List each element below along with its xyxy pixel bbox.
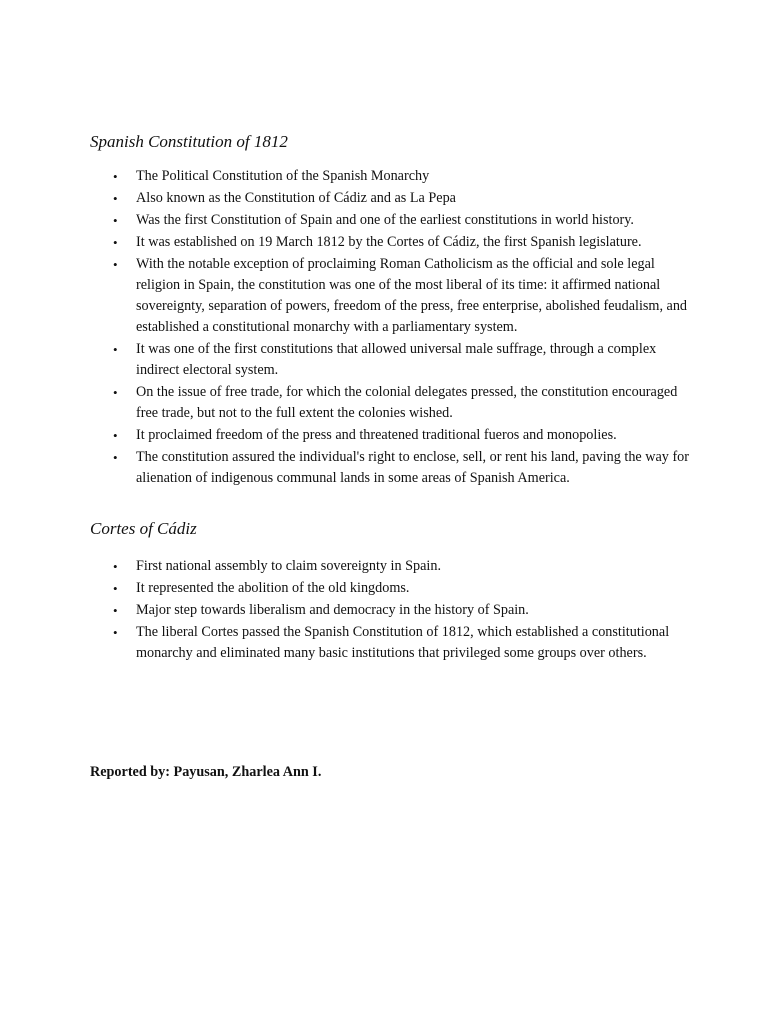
list-item xyxy=(0,254,700,338)
list-item-text: With the notable exception of proclaiming Roman Catholicism as the official and sole legal religion in Spain, the constitution was one of the most liberal of its time: it affirmed national sovereignty, separation of powers, freedom of the press, free enterprise, abolished feudalism, and established a constitutional monarchy with a parliamentary system. xyxy=(136,256,688,335)
bullet-icon: • xyxy=(113,603,118,618)
bullet-icon: • xyxy=(113,235,118,250)
bullet-icon: • xyxy=(113,257,118,272)
bullet-icon: • xyxy=(113,428,118,443)
list-item xyxy=(0,339,700,381)
list-item xyxy=(0,622,700,664)
reporter-credit: Reported by: Payusan, Zharlea Ann I. xyxy=(90,764,322,780)
list-item xyxy=(0,556,700,577)
list-item-text: It was one of the first constitutions that allowed universal male suffrage, through a complex indirect electoral system. xyxy=(136,341,657,378)
list-item xyxy=(0,447,700,489)
bullet-icon: • xyxy=(113,342,118,357)
list-item-text: It represented the abolition of the old kingdoms. xyxy=(136,580,410,596)
list-item-text: The liberal Cortes passed the Spanish Constitution of 1812, which established a constitutional monarchy and eliminated many basic institutions that privileged some groups over others. xyxy=(136,624,670,661)
section-title-cortes-of-cadiz: Cortes of Cádiz xyxy=(90,519,197,538)
bullet-icon: • xyxy=(113,191,118,206)
list-item xyxy=(0,425,700,446)
constitution-bullet-list xyxy=(0,166,700,490)
list-item-text: The Political Constitution of the Spanish Monarchy xyxy=(136,168,430,184)
list-item xyxy=(0,188,700,209)
section-title-spanish-constitution: Spanish Constitution of 1812 xyxy=(90,132,288,151)
bullet-icon: • xyxy=(113,625,118,640)
list-item-text: Was the first Constitution of Spain and one of the earliest constitutions in world history. xyxy=(136,212,634,228)
list-item xyxy=(0,578,700,599)
list-item-text: First national assembly to claim sovereignty in Spain. xyxy=(136,558,441,574)
list-item xyxy=(0,166,700,187)
bullet-icon: • xyxy=(113,581,118,596)
bullet-icon: • xyxy=(113,385,118,400)
list-item-text: Major step towards liberalism and democracy in the history of Spain. xyxy=(136,602,529,618)
list-item xyxy=(0,382,700,424)
bullet-icon: • xyxy=(113,213,118,228)
list-item-text: The constitution assured the individual's right to enclose, sell, or rent his land, paving the way for alienation of indigenous communal lands in some areas of Spanish America. xyxy=(136,449,689,486)
bullet-icon: • xyxy=(113,559,118,574)
list-item xyxy=(0,232,700,253)
list-item xyxy=(0,210,700,231)
bullet-icon: • xyxy=(113,450,118,465)
list-item-text: On the issue of free trade, for which the colonial delegates pressed, the constitution encouraged free trade, but not to the full extent the colonies wished. xyxy=(136,384,678,421)
list-item-text: It proclaimed freedom of the press and threatened traditional fueros and monopolies. xyxy=(136,427,617,443)
list-item xyxy=(0,600,700,621)
cortes-bullet-list xyxy=(0,556,700,665)
list-item-text: It was established on 19 March 1812 by the Cortes of Cádiz, the first Spanish legislature. xyxy=(136,234,642,250)
list-item-text: Also known as the Constitution of Cádiz and as La Pepa xyxy=(136,190,456,206)
bullet-icon: • xyxy=(113,169,118,184)
